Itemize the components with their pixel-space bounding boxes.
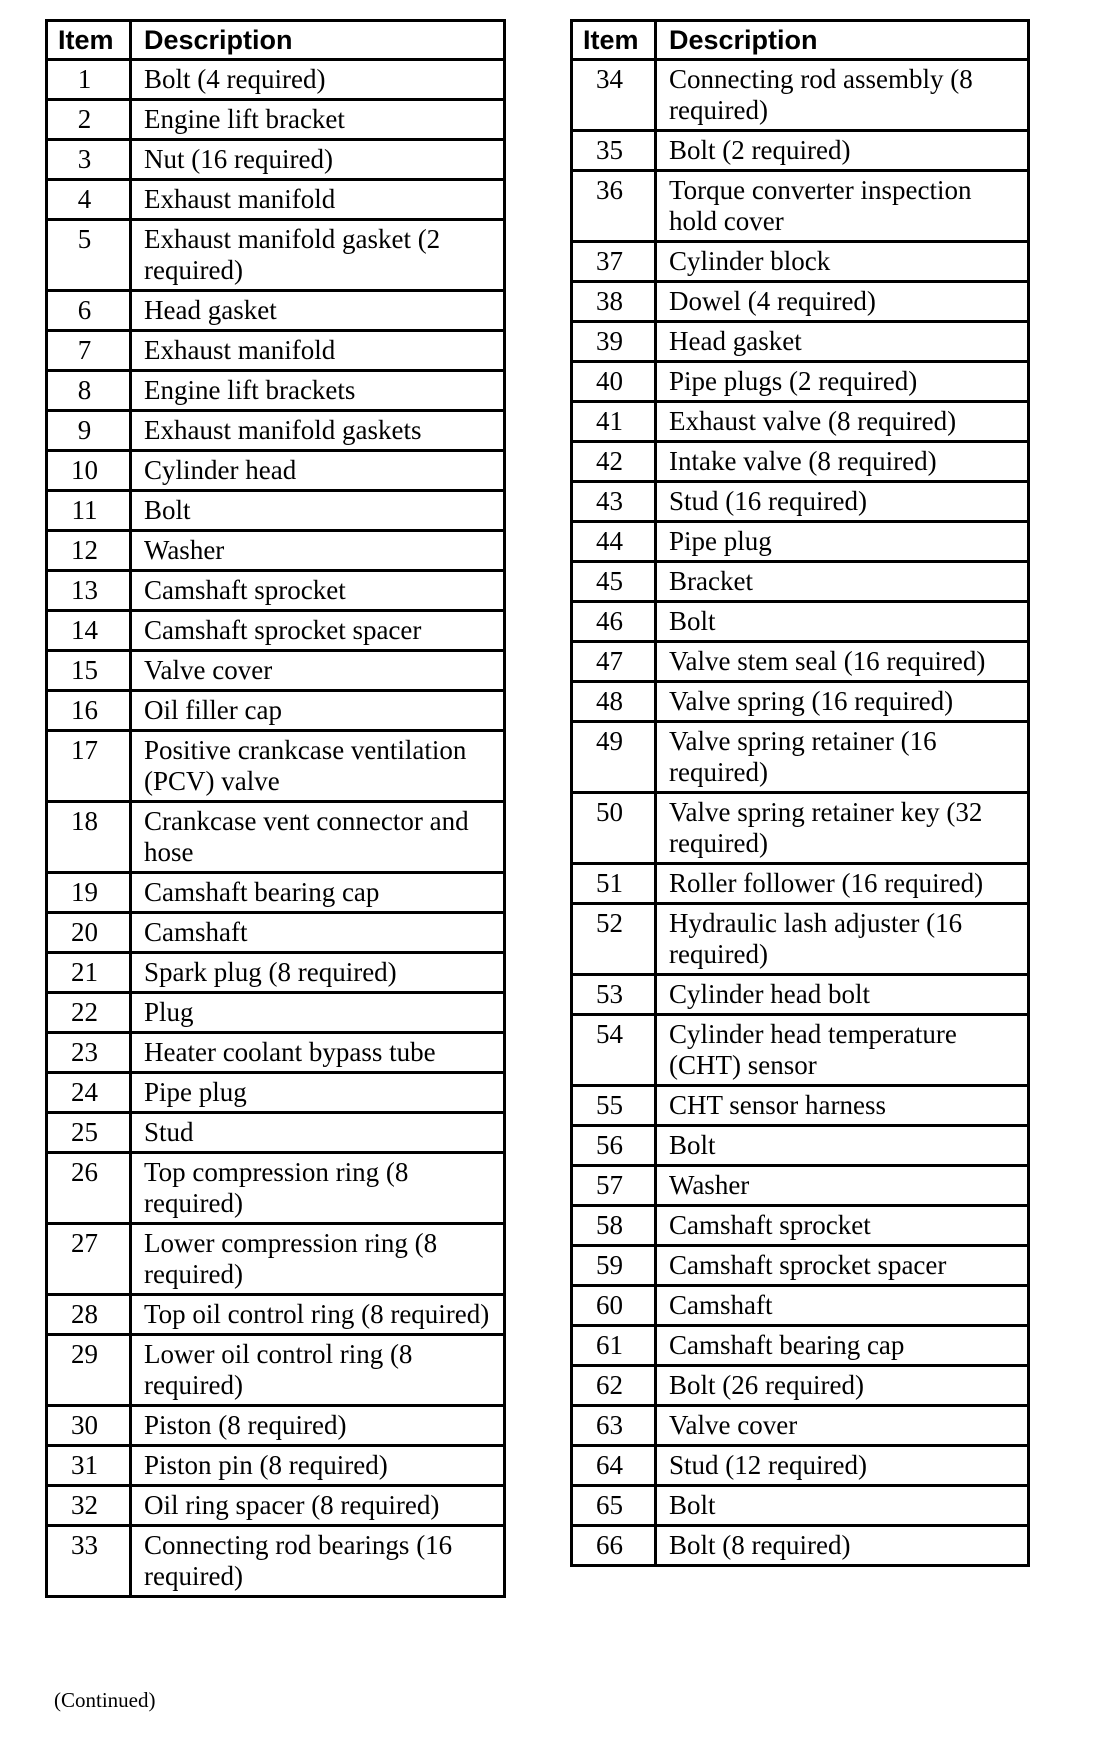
table-row — [47, 1224, 505, 1295]
item-number-cell: 37 — [572, 242, 656, 282]
item-number-cell: 24 — [47, 1073, 131, 1113]
table-row — [572, 482, 1029, 522]
table-row — [572, 642, 1029, 682]
item-number-cell: 56 — [572, 1126, 656, 1166]
item-number-cell: 45 — [572, 562, 656, 602]
table-row — [572, 1246, 1029, 1286]
item-number-cell: 3 — [47, 140, 131, 180]
item-number-cell: 54 — [572, 1015, 656, 1086]
table-row — [572, 322, 1029, 362]
description-cell: Plug — [131, 993, 505, 1033]
description-cell: Stud (16 required) — [656, 482, 1029, 522]
item-number-cell: 25 — [47, 1113, 131, 1153]
description-cell: Washer — [656, 1166, 1029, 1206]
continued-note: (Continued) — [54, 1688, 156, 1712]
description-cell: Camshaft — [656, 1286, 1029, 1326]
description-cell: Dowel (4 required) — [656, 282, 1029, 322]
table-row — [572, 904, 1029, 975]
table-row — [47, 913, 505, 953]
description-cell: Crankcase vent connector and hose — [131, 802, 505, 873]
description-cell: Head gasket — [656, 322, 1029, 362]
parts-table-left — [45, 19, 506, 1598]
description-cell: Bolt (4 required) — [131, 60, 505, 100]
table-row — [572, 1286, 1029, 1326]
table-row — [47, 1526, 505, 1597]
item-number-cell: 1 — [47, 60, 131, 100]
description-cell: Exhaust valve (8 required) — [656, 402, 1029, 442]
item-number-cell: 32 — [47, 1486, 131, 1526]
description-cell: Positive crankcase ventilation (PCV) valve — [131, 731, 505, 802]
item-number-cell: 12 — [47, 531, 131, 571]
item-number-cell: 39 — [572, 322, 656, 362]
table-row — [572, 131, 1029, 171]
parts-table-right — [570, 19, 1030, 1567]
item-number-cell: 2 — [47, 100, 131, 140]
item-number-cell: 53 — [572, 975, 656, 1015]
table-row — [47, 651, 505, 691]
item-number-cell: 22 — [47, 993, 131, 1033]
description-cell: Exhaust manifold — [131, 180, 505, 220]
table-row — [47, 220, 505, 291]
item-number-cell: 31 — [47, 1446, 131, 1486]
table-row — [47, 873, 505, 913]
table-row — [47, 1335, 505, 1406]
table-row — [572, 1015, 1029, 1086]
item-number-cell: 51 — [572, 864, 656, 904]
table-row — [572, 975, 1029, 1015]
table-row — [47, 100, 505, 140]
description-cell: Bolt (2 required) — [656, 131, 1029, 171]
table-row — [47, 331, 505, 371]
table-row — [572, 864, 1029, 904]
description-cell: Valve cover — [656, 1406, 1029, 1446]
description-cell: Hydraulic lash adjuster (16 required) — [656, 904, 1029, 975]
table-row — [572, 1446, 1029, 1486]
description-cell: Top compression ring (8 required) — [131, 1153, 505, 1224]
description-cell: Oil ring spacer (8 required) — [131, 1486, 505, 1526]
description-cell: Connecting rod assembly (8 required) — [656, 60, 1029, 131]
table-row — [572, 402, 1029, 442]
item-column-header: Item — [47, 21, 131, 60]
table-row — [572, 1406, 1029, 1446]
table-row — [47, 1486, 505, 1526]
description-cell: Bolt (8 required) — [656, 1526, 1029, 1566]
table-row — [47, 571, 505, 611]
item-number-cell: 36 — [572, 171, 656, 242]
description-cell: Washer — [131, 531, 505, 571]
table-row — [572, 1086, 1029, 1126]
item-number-cell: 26 — [47, 1153, 131, 1224]
item-number-cell: 9 — [47, 411, 131, 451]
table-row — [572, 562, 1029, 602]
description-cell: Valve stem seal (16 required) — [656, 642, 1029, 682]
description-cell: Intake valve (8 required) — [656, 442, 1029, 482]
description-cell: Bolt — [656, 1486, 1029, 1526]
item-number-cell: 63 — [572, 1406, 656, 1446]
description-cell: Valve spring retainer (16 required) — [656, 722, 1029, 793]
item-number-cell: 48 — [572, 682, 656, 722]
description-cell: Pipe plug — [131, 1073, 505, 1113]
description-cell: Connecting rod bearings (16 required) — [131, 1526, 505, 1597]
item-number-cell: 18 — [47, 802, 131, 873]
table-row — [572, 722, 1029, 793]
table-row — [47, 1073, 505, 1113]
item-number-cell: 15 — [47, 651, 131, 691]
description-cell: Lower oil control ring (8 required) — [131, 1335, 505, 1406]
item-number-cell: 20 — [47, 913, 131, 953]
table-row — [47, 953, 505, 993]
description-cell: Camshaft sprocket spacer — [131, 611, 505, 651]
table-row — [47, 611, 505, 651]
description-cell: Cylinder block — [656, 242, 1029, 282]
item-number-cell: 11 — [47, 491, 131, 531]
description-cell: Bolt — [656, 602, 1029, 642]
item-number-cell: 52 — [572, 904, 656, 975]
item-number-cell: 6 — [47, 291, 131, 331]
table-row — [47, 1153, 505, 1224]
item-number-cell: 57 — [572, 1166, 656, 1206]
description-cell: Stud (12 required) — [656, 1446, 1029, 1486]
table-row — [572, 522, 1029, 562]
description-cell: Piston (8 required) — [131, 1406, 505, 1446]
table-row — [572, 1126, 1029, 1166]
table-row — [47, 1406, 505, 1446]
description-cell: Exhaust manifold gaskets — [131, 411, 505, 451]
table-row — [572, 362, 1029, 402]
table-row — [47, 1113, 505, 1153]
item-number-cell: 19 — [47, 873, 131, 913]
item-number-cell: 61 — [572, 1326, 656, 1366]
description-cell: Camshaft sprocket — [656, 1206, 1029, 1246]
item-number-cell: 35 — [572, 131, 656, 171]
description-column-header: Description — [656, 21, 1029, 60]
table-row — [572, 1166, 1029, 1206]
item-number-cell: 44 — [572, 522, 656, 562]
description-cell: Valve spring (16 required) — [656, 682, 1029, 722]
item-number-cell: 47 — [572, 642, 656, 682]
item-number-cell: 43 — [572, 482, 656, 522]
table-row — [572, 682, 1029, 722]
table-row — [572, 60, 1029, 131]
item-number-cell: 17 — [47, 731, 131, 802]
description-column-header: Description — [131, 21, 505, 60]
description-cell: Spark plug (8 required) — [131, 953, 505, 993]
item-number-cell: 27 — [47, 1224, 131, 1295]
description-cell: Camshaft bearing cap — [656, 1326, 1029, 1366]
table-row — [572, 793, 1029, 864]
description-cell: Camshaft sprocket — [131, 571, 505, 611]
description-cell: Nut (16 required) — [131, 140, 505, 180]
table-row — [47, 291, 505, 331]
table-row — [47, 371, 505, 411]
description-cell: CHT sensor harness — [656, 1086, 1029, 1126]
description-cell: Bolt (26 required) — [656, 1366, 1029, 1406]
item-number-cell: 49 — [572, 722, 656, 793]
table-row — [47, 731, 505, 802]
description-cell: Valve spring retainer key (32 required) — [656, 793, 1029, 864]
table-row — [47, 411, 505, 451]
item-number-cell: 46 — [572, 602, 656, 642]
item-number-cell: 4 — [47, 180, 131, 220]
description-cell: Lower compression ring (8 required) — [131, 1224, 505, 1295]
item-number-cell: 30 — [47, 1406, 131, 1446]
table-row — [47, 60, 505, 100]
item-number-cell: 10 — [47, 451, 131, 491]
item-number-cell: 40 — [572, 362, 656, 402]
description-cell: Cylinder head temperature (CHT) sensor — [656, 1015, 1029, 1086]
table-row — [572, 1366, 1029, 1406]
table-row — [47, 531, 505, 571]
item-number-cell: 65 — [572, 1486, 656, 1526]
description-cell: Camshaft — [131, 913, 505, 953]
item-number-cell: 66 — [572, 1526, 656, 1566]
table-row — [572, 442, 1029, 482]
description-cell: Bracket — [656, 562, 1029, 602]
table-row — [47, 1295, 505, 1335]
description-cell: Torque converter inspection hold cover — [656, 171, 1029, 242]
description-cell: Top oil control ring (8 required) — [131, 1295, 505, 1335]
item-number-cell: 7 — [47, 331, 131, 371]
item-number-cell: 5 — [47, 220, 131, 291]
item-number-cell: 58 — [572, 1206, 656, 1246]
table-row — [572, 1326, 1029, 1366]
item-number-cell: 28 — [47, 1295, 131, 1335]
item-number-cell: 21 — [47, 953, 131, 993]
item-number-cell: 13 — [47, 571, 131, 611]
table-row — [47, 451, 505, 491]
item-column-header: Item — [572, 21, 656, 60]
item-number-cell: 29 — [47, 1335, 131, 1406]
table-row — [572, 1526, 1029, 1566]
item-number-cell: 50 — [572, 793, 656, 864]
item-number-cell: 60 — [572, 1286, 656, 1326]
item-number-cell: 8 — [47, 371, 131, 411]
description-cell: Cylinder head — [131, 451, 505, 491]
description-cell: Exhaust manifold gasket (2 required) — [131, 220, 505, 291]
description-cell: Pipe plug — [656, 522, 1029, 562]
description-cell: Camshaft bearing cap — [131, 873, 505, 913]
parts-table-left-body — [47, 60, 505, 1597]
description-cell: Piston pin (8 required) — [131, 1446, 505, 1486]
item-number-cell: 64 — [572, 1446, 656, 1486]
table-row — [47, 1446, 505, 1486]
table-header-row — [572, 21, 1029, 60]
table-row — [572, 1486, 1029, 1526]
item-number-cell: 33 — [47, 1526, 131, 1597]
item-number-cell: 34 — [572, 60, 656, 131]
table-row — [572, 282, 1029, 322]
parts-table-right-body — [572, 60, 1029, 1566]
item-number-cell: 62 — [572, 1366, 656, 1406]
description-cell: Pipe plugs (2 required) — [656, 362, 1029, 402]
table-row — [47, 491, 505, 531]
item-number-cell: 55 — [572, 1086, 656, 1126]
table-row — [572, 602, 1029, 642]
description-cell: Heater coolant bypass tube — [131, 1033, 505, 1073]
description-cell: Exhaust manifold — [131, 331, 505, 371]
description-cell: Cylinder head bolt — [656, 975, 1029, 1015]
item-number-cell: 42 — [572, 442, 656, 482]
item-number-cell: 41 — [572, 402, 656, 442]
description-cell: Head gasket — [131, 291, 505, 331]
item-number-cell: 59 — [572, 1246, 656, 1286]
table-row — [572, 242, 1029, 282]
description-cell: Camshaft sprocket spacer — [656, 1246, 1029, 1286]
item-number-cell: 14 — [47, 611, 131, 651]
table-row — [47, 140, 505, 180]
item-number-cell: 23 — [47, 1033, 131, 1073]
item-number-cell: 16 — [47, 691, 131, 731]
description-cell: Oil filler cap — [131, 691, 505, 731]
description-cell: Engine lift brackets — [131, 371, 505, 411]
table-row — [47, 180, 505, 220]
table-row — [47, 993, 505, 1033]
item-number-cell: 38 — [572, 282, 656, 322]
table-row — [572, 171, 1029, 242]
description-cell: Valve cover — [131, 651, 505, 691]
description-cell: Engine lift bracket — [131, 100, 505, 140]
table-row — [572, 1206, 1029, 1246]
description-cell: Roller follower (16 required) — [656, 864, 1029, 904]
table-header-row — [47, 21, 505, 60]
description-cell: Bolt — [656, 1126, 1029, 1166]
description-cell: Bolt — [131, 491, 505, 531]
table-row — [47, 1033, 505, 1073]
table-row — [47, 802, 505, 873]
description-cell: Stud — [131, 1113, 505, 1153]
table-row — [47, 691, 505, 731]
